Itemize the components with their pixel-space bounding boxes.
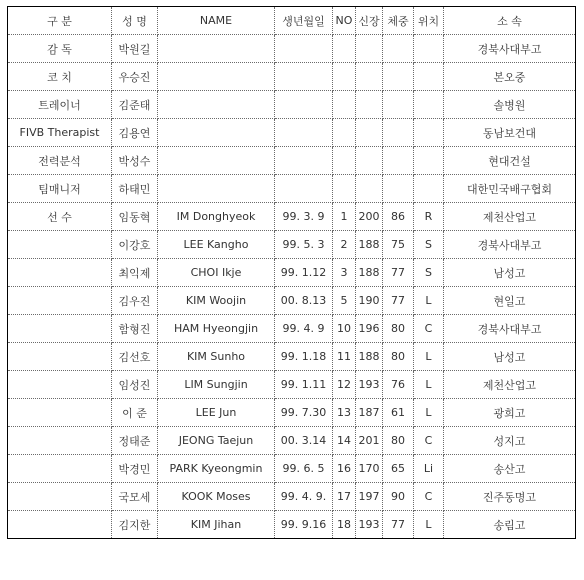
affiliation-cell: 경북사대부고 bbox=[444, 231, 576, 259]
category-cell bbox=[8, 427, 112, 455]
number-cell bbox=[333, 147, 356, 175]
category-cell: 트레이너 bbox=[8, 91, 112, 119]
table-row bbox=[8, 455, 576, 483]
height-cell bbox=[356, 147, 383, 175]
weight-cell bbox=[383, 63, 414, 91]
table-row bbox=[8, 315, 576, 343]
height-cell bbox=[356, 63, 383, 91]
position-cell: S bbox=[414, 231, 444, 259]
korean-name-cell: 김선호 bbox=[112, 343, 158, 371]
height-cell: 187 bbox=[356, 399, 383, 427]
table-row bbox=[8, 147, 576, 175]
height-cell: 190 bbox=[356, 287, 383, 315]
position-cell: R bbox=[414, 203, 444, 231]
affiliation-cell: 제천산업고 bbox=[444, 203, 576, 231]
english-name-cell bbox=[158, 119, 275, 147]
english-name-cell: KIM Sunho bbox=[158, 343, 275, 371]
korean-name-cell: 박경민 bbox=[112, 455, 158, 483]
position-cell: L bbox=[414, 343, 444, 371]
category-cell bbox=[8, 511, 112, 539]
birthdate-cell: 00. 3.14 bbox=[275, 427, 333, 455]
birthdate-cell: 99. 7.30 bbox=[275, 399, 333, 427]
korean-name-cell: 박성수 bbox=[112, 147, 158, 175]
position-cell: C bbox=[414, 427, 444, 455]
table-row bbox=[8, 483, 576, 511]
affiliation-cell: 본오중 bbox=[444, 63, 576, 91]
weight-cell: 61 bbox=[383, 399, 414, 427]
height-cell: 193 bbox=[356, 511, 383, 539]
affiliation-cell: 현대건설 bbox=[444, 147, 576, 175]
table-row bbox=[8, 175, 576, 203]
weight-cell bbox=[383, 119, 414, 147]
table-row bbox=[8, 119, 576, 147]
weight-cell: 75 bbox=[383, 231, 414, 259]
number-cell bbox=[333, 35, 356, 63]
weight-cell: 77 bbox=[383, 511, 414, 539]
korean-name-cell: 김용연 bbox=[112, 119, 158, 147]
number-cell bbox=[333, 63, 356, 91]
height-cell: 196 bbox=[356, 315, 383, 343]
header-row bbox=[8, 7, 576, 35]
height-cell: 170 bbox=[356, 455, 383, 483]
height-cell: 188 bbox=[356, 231, 383, 259]
weight-cell bbox=[383, 147, 414, 175]
english-name-cell: LEE Jun bbox=[158, 399, 275, 427]
english-name-cell: KOOK Moses bbox=[158, 483, 275, 511]
category-cell: 감 독 bbox=[8, 35, 112, 63]
category-cell: 전력분석 bbox=[8, 147, 112, 175]
position-cell bbox=[414, 147, 444, 175]
number-cell: 12 bbox=[333, 371, 356, 399]
header-korean-name: 성 명 bbox=[112, 7, 158, 35]
number-cell: 3 bbox=[333, 259, 356, 287]
korean-name-cell: 이 준 bbox=[112, 399, 158, 427]
number-cell: 1 bbox=[333, 203, 356, 231]
affiliation-cell: 대한민국배구협회 bbox=[444, 175, 576, 203]
table-row bbox=[8, 511, 576, 539]
english-name-cell: CHOI Ikje bbox=[158, 259, 275, 287]
table-row bbox=[8, 259, 576, 287]
birthdate-cell: 00. 8.13 bbox=[275, 287, 333, 315]
category-cell bbox=[8, 259, 112, 287]
english-name-cell bbox=[158, 63, 275, 91]
category-cell bbox=[8, 343, 112, 371]
korean-name-cell: 최익제 bbox=[112, 259, 158, 287]
korean-name-cell: 김준태 bbox=[112, 91, 158, 119]
korean-name-cell: 임성진 bbox=[112, 371, 158, 399]
position-cell bbox=[414, 35, 444, 63]
english-name-cell bbox=[158, 147, 275, 175]
category-cell bbox=[8, 483, 112, 511]
position-cell: L bbox=[414, 371, 444, 399]
position-cell: L bbox=[414, 287, 444, 315]
birthdate-cell bbox=[275, 35, 333, 63]
weight-cell: 80 bbox=[383, 315, 414, 343]
table-row bbox=[8, 371, 576, 399]
korean-name-cell: 함형진 bbox=[112, 315, 158, 343]
roster-body bbox=[8, 35, 576, 539]
birthdate-cell bbox=[275, 119, 333, 147]
birthdate-cell: 99. 5. 3 bbox=[275, 231, 333, 259]
height-cell bbox=[356, 175, 383, 203]
birthdate-cell: 99. 1.12 bbox=[275, 259, 333, 287]
weight-cell: 77 bbox=[383, 259, 414, 287]
affiliation-cell: 진주동명고 bbox=[444, 483, 576, 511]
category-cell bbox=[8, 371, 112, 399]
korean-name-cell: 김우진 bbox=[112, 287, 158, 315]
korean-name-cell: 정태준 bbox=[112, 427, 158, 455]
english-name-cell: LEE Kangho bbox=[158, 231, 275, 259]
weight-cell: 76 bbox=[383, 371, 414, 399]
birthdate-cell: 99. 1.11 bbox=[275, 371, 333, 399]
position-cell: C bbox=[414, 315, 444, 343]
header-category: 구 분 bbox=[8, 7, 112, 35]
korean-name-cell: 국모세 bbox=[112, 483, 158, 511]
weight-cell: 86 bbox=[383, 203, 414, 231]
weight-cell: 77 bbox=[383, 287, 414, 315]
category-cell bbox=[8, 231, 112, 259]
header-number: NO bbox=[333, 7, 356, 35]
height-cell: 197 bbox=[356, 483, 383, 511]
number-cell: 5 bbox=[333, 287, 356, 315]
header-height: 신장 bbox=[356, 7, 383, 35]
position-cell bbox=[414, 91, 444, 119]
position-cell: C bbox=[414, 483, 444, 511]
number-cell bbox=[333, 91, 356, 119]
birthdate-cell bbox=[275, 91, 333, 119]
affiliation-cell: 송림고 bbox=[444, 511, 576, 539]
category-cell: FIVB Therapist bbox=[8, 119, 112, 147]
category-cell: 팀매니저 bbox=[8, 175, 112, 203]
affiliation-cell: 제천산업고 bbox=[444, 371, 576, 399]
position-cell: L bbox=[414, 511, 444, 539]
height-cell: 193 bbox=[356, 371, 383, 399]
table-row bbox=[8, 343, 576, 371]
position-cell bbox=[414, 63, 444, 91]
position-cell: Li bbox=[414, 455, 444, 483]
birthdate-cell bbox=[275, 147, 333, 175]
english-name-cell: KIM Woojin bbox=[158, 287, 275, 315]
english-name-cell: HAM Hyeongjin bbox=[158, 315, 275, 343]
english-name-cell: KIM Jihan bbox=[158, 511, 275, 539]
birthdate-cell: 99. 9.16 bbox=[275, 511, 333, 539]
height-cell bbox=[356, 91, 383, 119]
position-cell: L bbox=[414, 399, 444, 427]
position-cell: S bbox=[414, 259, 444, 287]
birthdate-cell: 99. 6. 5 bbox=[275, 455, 333, 483]
category-cell bbox=[8, 455, 112, 483]
affiliation-cell: 솔병원 bbox=[444, 91, 576, 119]
table-row bbox=[8, 427, 576, 455]
weight-cell: 80 bbox=[383, 343, 414, 371]
weight-cell: 65 bbox=[383, 455, 414, 483]
birthdate-cell bbox=[275, 63, 333, 91]
height-cell bbox=[356, 119, 383, 147]
affiliation-cell: 남성고 bbox=[444, 343, 576, 371]
korean-name-cell: 임동혁 bbox=[112, 203, 158, 231]
number-cell: 2 bbox=[333, 231, 356, 259]
weight-cell bbox=[383, 175, 414, 203]
korean-name-cell: 우승진 bbox=[112, 63, 158, 91]
height-cell: 200 bbox=[356, 203, 383, 231]
number-cell: 14 bbox=[333, 427, 356, 455]
header-position: 위치 bbox=[414, 7, 444, 35]
english-name-cell bbox=[158, 175, 275, 203]
affiliation-cell: 경북사대부고 bbox=[444, 315, 576, 343]
height-cell: 201 bbox=[356, 427, 383, 455]
weight-cell: 90 bbox=[383, 483, 414, 511]
affiliation-cell: 동남보건대 bbox=[444, 119, 576, 147]
affiliation-cell: 경북사대부고 bbox=[444, 35, 576, 63]
korean-name-cell: 박원길 bbox=[112, 35, 158, 63]
number-cell: 11 bbox=[333, 343, 356, 371]
number-cell: 13 bbox=[333, 399, 356, 427]
header-weight: 체중 bbox=[383, 7, 414, 35]
affiliation-cell: 송산고 bbox=[444, 455, 576, 483]
english-name-cell: PARK Kyeongmin bbox=[158, 455, 275, 483]
height-cell bbox=[356, 35, 383, 63]
header-birthdate: 생년월일 bbox=[275, 7, 333, 35]
affiliation-cell: 남성고 bbox=[444, 259, 576, 287]
korean-name-cell: 김지한 bbox=[112, 511, 158, 539]
number-cell: 10 bbox=[333, 315, 356, 343]
english-name-cell: IM Donghyeok bbox=[158, 203, 275, 231]
table-row bbox=[8, 203, 576, 231]
birthdate-cell: 99. 1.18 bbox=[275, 343, 333, 371]
korean-name-cell: 하태민 bbox=[112, 175, 158, 203]
height-cell: 188 bbox=[356, 343, 383, 371]
weight-cell: 80 bbox=[383, 427, 414, 455]
category-cell bbox=[8, 399, 112, 427]
table-row bbox=[8, 399, 576, 427]
affiliation-cell: 성지고 bbox=[444, 427, 576, 455]
table-row bbox=[8, 287, 576, 315]
affiliation-cell: 광희고 bbox=[444, 399, 576, 427]
birthdate-cell: 99. 4. 9 bbox=[275, 315, 333, 343]
number-cell: 17 bbox=[333, 483, 356, 511]
table-row bbox=[8, 63, 576, 91]
header-english-name: NAME bbox=[158, 7, 275, 35]
position-cell bbox=[414, 175, 444, 203]
number-cell bbox=[333, 175, 356, 203]
table-row bbox=[8, 91, 576, 119]
header-affiliation: 소 속 bbox=[444, 7, 576, 35]
number-cell: 18 bbox=[333, 511, 356, 539]
category-cell bbox=[8, 287, 112, 315]
english-name-cell bbox=[158, 91, 275, 119]
position-cell bbox=[414, 119, 444, 147]
category-cell bbox=[8, 315, 112, 343]
korean-name-cell: 이강호 bbox=[112, 231, 158, 259]
weight-cell bbox=[383, 35, 414, 63]
number-cell: 16 bbox=[333, 455, 356, 483]
category-cell: 코 치 bbox=[8, 63, 112, 91]
birthdate-cell bbox=[275, 175, 333, 203]
english-name-cell: LIM Sungjin bbox=[158, 371, 275, 399]
height-cell: 188 bbox=[356, 259, 383, 287]
weight-cell bbox=[383, 91, 414, 119]
birthdate-cell: 99. 3. 9 bbox=[275, 203, 333, 231]
number-cell bbox=[333, 119, 356, 147]
table-row bbox=[8, 231, 576, 259]
affiliation-cell: 현일고 bbox=[444, 287, 576, 315]
category-cell: 선 수 bbox=[8, 203, 112, 231]
roster-table bbox=[7, 6, 576, 539]
birthdate-cell: 99. 4. 9. bbox=[275, 483, 333, 511]
table-row bbox=[8, 35, 576, 63]
english-name-cell: JEONG Taejun bbox=[158, 427, 275, 455]
english-name-cell bbox=[158, 35, 275, 63]
